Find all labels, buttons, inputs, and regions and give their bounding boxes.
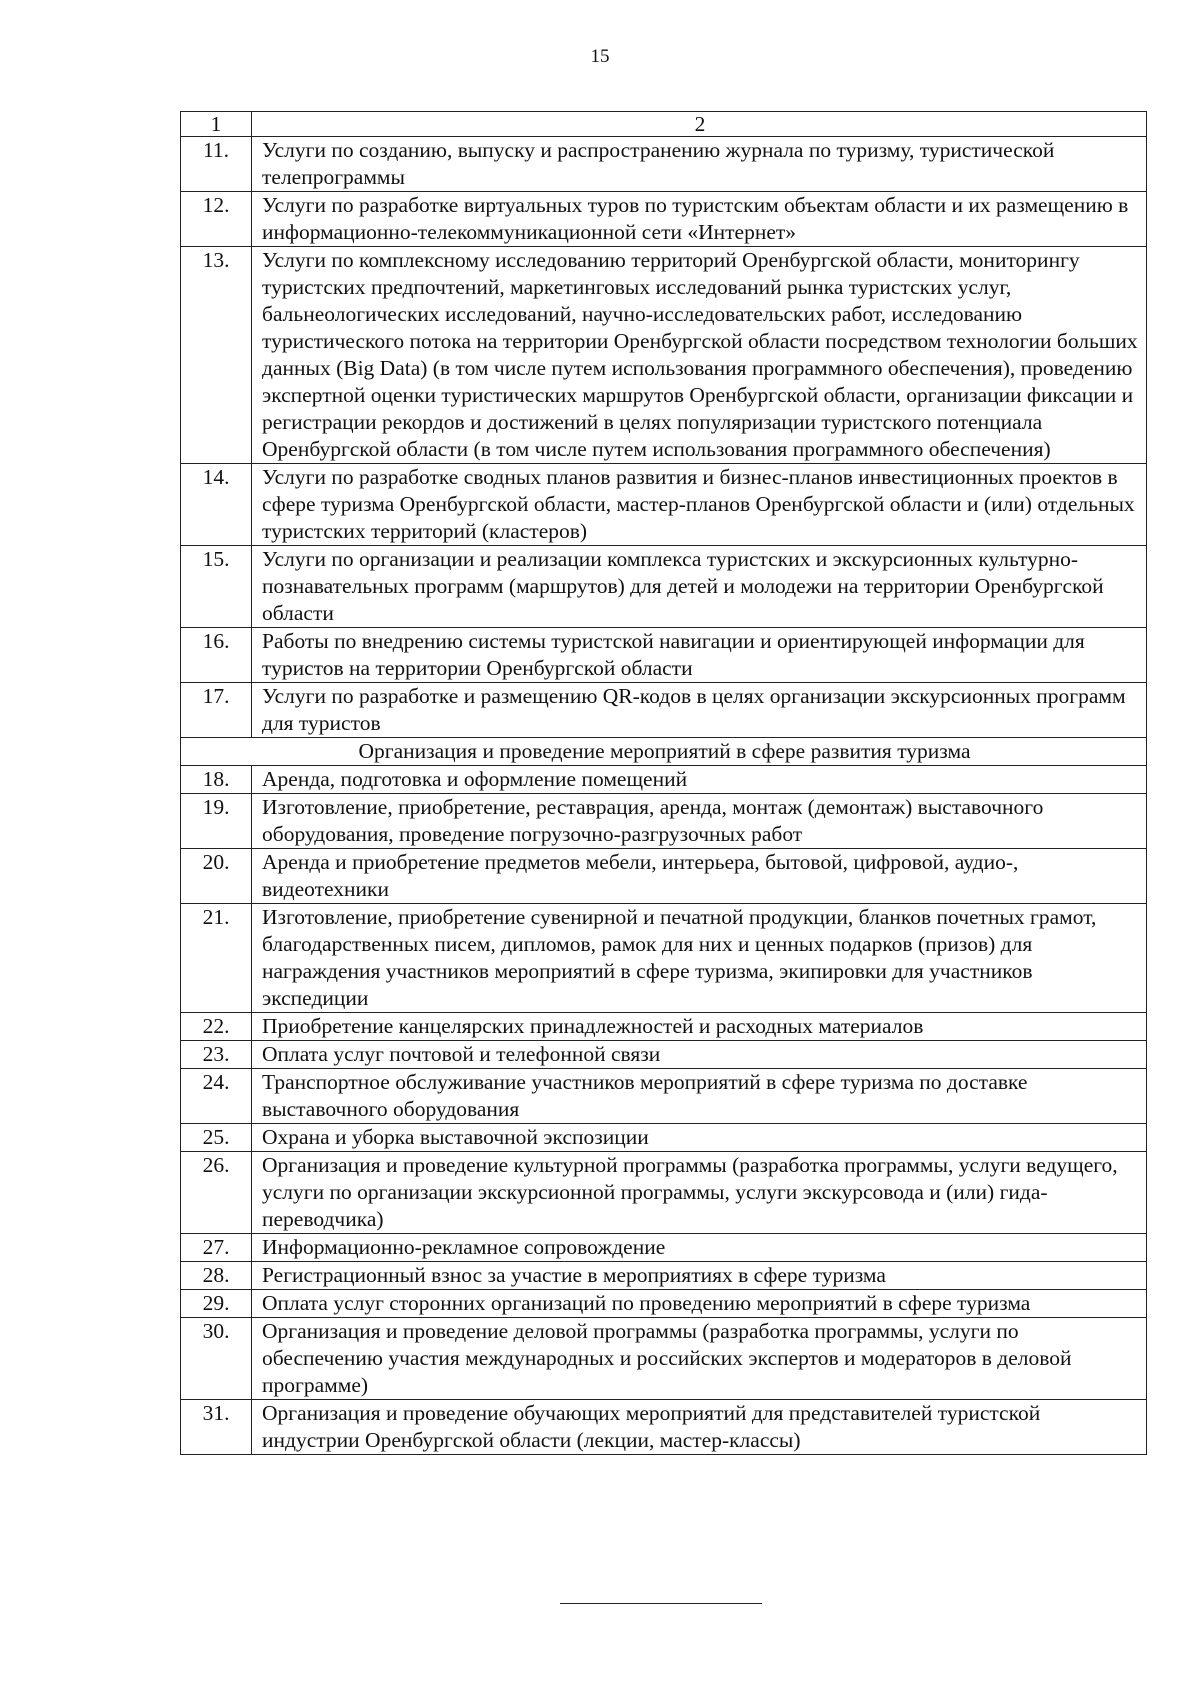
table-header-row — [181, 112, 1147, 137]
row-number: 22. — [181, 1013, 252, 1041]
table-row — [181, 1069, 1147, 1124]
row-number: 30. — [181, 1318, 252, 1400]
table-row — [181, 766, 1147, 794]
row-number: 31. — [181, 1400, 252, 1455]
row-text: Организация и проведение обучающих мероприятий для представителей туристской индустрии Оренбургской области (лекции, мастер-классы) — [252, 1400, 1147, 1455]
row-text: Услуги по комплексному исследованию территорий Оренбургской области, мониторингу туристских предпочтений, маркетинговых исследований рынка туристских услуг, бальнеологических исследований, научно-исследовательских работ, исследованию туристического потока на территории Оренбургской области посредством технологии больших данных (Big Data) (в том числе путем использования программного обеспечения), проведению экспертной оценки туристических маршрутов Оренбургской области, организации фиксации и регистрации рекордов и достижений в целях популяризации туристского потенциала Оренбургской области (в том числе путем использования программного обеспечения) — [252, 247, 1147, 464]
row-text: Услуги по созданию, выпуску и распространению журнала по туризму, туристической телепрограммы — [252, 137, 1147, 192]
row-text: Регистрационный взнос за участие в мероприятиях в сфере туризма — [252, 1262, 1147, 1290]
row-text: Услуги по разработке и размещению QR-кодов в целях организации экскурсионных программ для туристов — [252, 683, 1147, 738]
row-number: 13. — [181, 247, 252, 464]
row-text: Организация и проведение деловой программы (разработка программы, услуги по обеспечению участия международных и российских экспертов и модераторов в деловой программе) — [252, 1318, 1147, 1400]
row-text: Услуги по разработке виртуальных туров по туристским объектам области и их размещению в информационно-телекоммуникационной сети «Интернет» — [252, 192, 1147, 247]
row-number: 27. — [181, 1234, 252, 1262]
table-row — [181, 1400, 1147, 1455]
table-row — [181, 192, 1147, 247]
row-text: Изготовление, приобретение сувенирной и печатной продукции, бланков почетных грамот, благодарственных писем, дипломов, рамок для них и ценных подарков (призов) для награждения участников мероприятий в сфере туризма, экипировки для участников экспедиции — [252, 904, 1147, 1013]
services-table — [180, 111, 1147, 1455]
row-text: Оплата услуг почтовой и телефонной связи — [252, 1041, 1147, 1069]
row-text: Охрана и уборка выставочной экспозиции — [252, 1124, 1147, 1152]
row-text: Приобретение канцелярских принадлежностей и расходных материалов — [252, 1013, 1147, 1041]
row-number: 25. — [181, 1124, 252, 1152]
table-row — [181, 1041, 1147, 1069]
table-row — [181, 1013, 1147, 1041]
table-row — [181, 546, 1147, 628]
row-number: 11. — [181, 137, 252, 192]
row-text: Организация и проведение культурной программы (разработка программы, услуги ведущего, услуги по организации экскурсионной программы, услуги экскурсовода и (или) гида-переводчика) — [252, 1152, 1147, 1234]
row-text: Изготовление, приобретение, реставрация, аренда, монтаж (демонтаж) выставочного оборудования, проведение погрузочно-разгрузочных работ — [252, 794, 1147, 849]
table-row — [181, 849, 1147, 904]
column-header-1: 1 — [181, 112, 252, 137]
row-number: 19. — [181, 794, 252, 849]
table-row — [181, 794, 1147, 849]
row-text: Услуги по разработке сводных планов развития и бизнес-планов инвестиционных проектов в сфере туризма Оренбургской области, мастер-планов Оренбургской области и (или) отдельных туристских территорий (кластеров) — [252, 464, 1147, 546]
table-row — [181, 1234, 1147, 1262]
table-row — [181, 1290, 1147, 1318]
row-text: Информационно-рекламное сопровождение — [252, 1234, 1147, 1262]
section-row — [181, 738, 1147, 766]
row-number: 20. — [181, 849, 252, 904]
row-text: Аренда и приобретение предметов мебели, интерьера, бытовой, цифровой, аудио-, видеотехники — [252, 849, 1147, 904]
row-number: 23. — [181, 1041, 252, 1069]
row-number: 18. — [181, 766, 252, 794]
row-number: 29. — [181, 1290, 252, 1318]
page-number: 15 — [590, 46, 610, 67]
footer-divider — [560, 1603, 762, 1604]
row-number: 12. — [181, 192, 252, 247]
section-title: Организация и проведение мероприятий в сфере развития туризма — [181, 738, 1147, 766]
table-row — [181, 904, 1147, 1013]
table-row — [181, 247, 1147, 464]
row-number: 16. — [181, 628, 252, 683]
row-number: 24. — [181, 1069, 252, 1124]
row-number: 17. — [181, 683, 252, 738]
row-text: Работы по внедрению системы туристской навигации и ориентирующей информации для туристов на территории Оренбургской области — [252, 628, 1147, 683]
row-text: Транспортное обслуживание участников мероприятий в сфере туризма по доставке выставочного оборудования — [252, 1069, 1147, 1124]
table-row — [181, 137, 1147, 192]
row-number: 26. — [181, 1152, 252, 1234]
table-row — [181, 1318, 1147, 1400]
table-row — [181, 1262, 1147, 1290]
row-text: Аренда, подготовка и оформление помещений — [252, 766, 1147, 794]
row-number: 15. — [181, 546, 252, 628]
table-row — [181, 1124, 1147, 1152]
row-text: Оплата услуг сторонних организаций по проведению мероприятий в сфере туризма — [252, 1290, 1147, 1318]
table-row — [181, 464, 1147, 546]
table-row — [181, 628, 1147, 683]
row-text: Услуги по организации и реализации комплекса туристских и экскурсионных культурно-познавательных программ (маршрутов) для детей и молодежи на территории Оренбургской области — [252, 546, 1147, 628]
row-number: 21. — [181, 904, 252, 1013]
column-header-2: 2 — [252, 112, 1147, 137]
row-number: 14. — [181, 464, 252, 546]
table-row — [181, 683, 1147, 738]
table-row — [181, 1152, 1147, 1234]
row-number: 28. — [181, 1262, 252, 1290]
